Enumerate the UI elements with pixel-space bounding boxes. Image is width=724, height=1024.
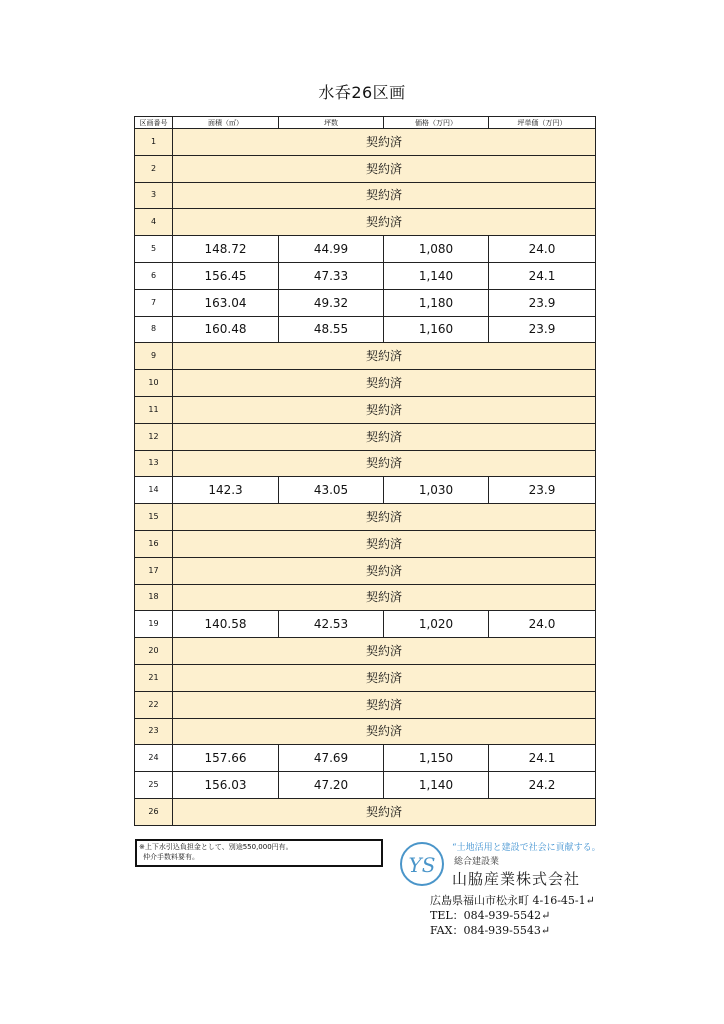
lot-number-cell: 14 <box>135 477 173 504</box>
area-cell: 140.58 <box>173 611 279 638</box>
area-cell: 157.66 <box>173 745 279 772</box>
lot-number-cell: 20 <box>135 638 173 665</box>
contracted-status-cell: 契約済 <box>173 638 596 665</box>
table-row <box>135 182 596 209</box>
tsubo-cell: 48.55 <box>279 316 384 343</box>
lot-number-cell: 19 <box>135 611 173 638</box>
table-row <box>135 638 596 665</box>
table-row <box>135 450 596 477</box>
company-kind: 総合建設業 <box>454 857 500 867</box>
lot-number-cell: 22 <box>135 691 173 718</box>
lot-number-cell: 25 <box>135 772 173 799</box>
lot-number-cell: 5 <box>135 236 173 263</box>
table-row <box>135 155 596 182</box>
lot-number-cell: 18 <box>135 584 173 611</box>
table-row <box>135 691 596 718</box>
header-tsubo: 坪数 <box>279 117 384 129</box>
lot-number-cell: 13 <box>135 450 173 477</box>
lot-number-cell: 8 <box>135 316 173 343</box>
header-unit-price: 坪単価（万円） <box>489 117 596 129</box>
lot-number-cell: 15 <box>135 504 173 531</box>
unit-cell: 24.0 <box>489 611 596 638</box>
lot-table-body <box>135 129 596 826</box>
lot-number-cell: 23 <box>135 718 173 745</box>
table-row <box>135 504 596 531</box>
contracted-status-cell: 契約済 <box>173 450 596 477</box>
table-row <box>135 611 596 638</box>
unit-cell: 24.1 <box>489 745 596 772</box>
lot-number-cell: 12 <box>135 423 173 450</box>
table-row <box>135 530 596 557</box>
svg-text:YS: YS <box>408 853 436 877</box>
company-logo <box>400 842 444 886</box>
area-cell: 148.72 <box>173 236 279 263</box>
table-row <box>135 289 596 316</box>
page-title: 水呑26区画 <box>318 83 406 102</box>
table-row <box>135 236 596 263</box>
unit-cell: 24.2 <box>489 772 596 799</box>
table-row <box>135 343 596 370</box>
tsubo-cell: 42.53 <box>279 611 384 638</box>
header-area: 面積（㎡） <box>173 117 279 129</box>
table-row <box>135 396 596 423</box>
note-line-1: ※上下水引込負担金として、別途550,000円有。 <box>139 843 293 851</box>
contracted-status-cell: 契約済 <box>173 798 596 825</box>
table-row <box>135 370 596 397</box>
lot-number-cell: 9 <box>135 343 173 370</box>
unit-cell: 24.0 <box>489 236 596 263</box>
lot-number-cell: 6 <box>135 262 173 289</box>
tsubo-cell: 44.99 <box>279 236 384 263</box>
table-row <box>135 209 596 236</box>
unit-cell: 23.9 <box>489 289 596 316</box>
contracted-status-cell: 契約済 <box>173 370 596 397</box>
table-row <box>135 557 596 584</box>
price-cell: 1,140 <box>384 772 489 799</box>
area-cell: 142.3 <box>173 477 279 504</box>
tsubo-cell: 43.05 <box>279 477 384 504</box>
table-row <box>135 664 596 691</box>
table-row <box>135 129 596 156</box>
table-row <box>135 772 596 799</box>
tsubo-cell: 47.33 <box>279 262 384 289</box>
contracted-status-cell: 契約済 <box>173 423 596 450</box>
lot-number-cell: 2 <box>135 155 173 182</box>
company-fax: FAX：084-939-5543↵ <box>430 924 551 937</box>
contracted-status-cell: 契約済 <box>173 530 596 557</box>
table-header-row <box>135 117 596 129</box>
contracted-status-cell: 契約済 <box>173 343 596 370</box>
table-row <box>135 477 596 504</box>
company-block <box>398 838 718 938</box>
tsubo-cell: 49.32 <box>279 289 384 316</box>
area-cell: 156.45 <box>173 262 279 289</box>
table-row <box>135 745 596 772</box>
contracted-status-cell: 契約済 <box>173 718 596 745</box>
lot-number-cell: 10 <box>135 370 173 397</box>
lot-number-cell: 11 <box>135 396 173 423</box>
unit-cell: 23.9 <box>489 477 596 504</box>
price-cell: 1,140 <box>384 262 489 289</box>
contracted-status-cell: 契約済 <box>173 504 596 531</box>
company-address: 広島県福山市松永町 4-16-45-1↵ <box>430 894 595 907</box>
lot-number-cell: 7 <box>135 289 173 316</box>
unit-cell: 23.9 <box>489 316 596 343</box>
area-cell: 160.48 <box>173 316 279 343</box>
table-row <box>135 584 596 611</box>
contracted-status-cell: 契約済 <box>173 155 596 182</box>
lot-number-cell: 21 <box>135 664 173 691</box>
price-cell: 1,180 <box>384 289 489 316</box>
price-cell: 1,020 <box>384 611 489 638</box>
contracted-status-cell: 契約済 <box>173 584 596 611</box>
lot-number-cell: 1 <box>135 129 173 156</box>
unit-cell: 24.1 <box>489 262 596 289</box>
table-row <box>135 423 596 450</box>
lot-number-cell: 3 <box>135 182 173 209</box>
price-cell: 1,080 <box>384 236 489 263</box>
tsubo-cell: 47.69 <box>279 745 384 772</box>
table-row <box>135 316 596 343</box>
lot-number-cell: 17 <box>135 557 173 584</box>
contracted-status-cell: 契約済 <box>173 396 596 423</box>
contracted-status-cell: 契約済 <box>173 209 596 236</box>
header-price: 価格（万円） <box>384 117 489 129</box>
lot-table <box>134 116 596 826</box>
company-slogan: “土地活用と建設で社会に貢献する。 <box>452 843 601 853</box>
note-box <box>135 839 383 867</box>
lot-number-cell: 24 <box>135 745 173 772</box>
table-row <box>135 798 596 825</box>
company-tel: TEL：084-939-5542↵ <box>430 909 551 922</box>
lot-number-cell: 26 <box>135 798 173 825</box>
contracted-status-cell: 契約済 <box>173 691 596 718</box>
ys-logo-icon <box>402 844 442 884</box>
area-cell: 156.03 <box>173 772 279 799</box>
price-cell: 1,160 <box>384 316 489 343</box>
table-row <box>135 262 596 289</box>
lot-number-cell: 4 <box>135 209 173 236</box>
tsubo-cell: 47.20 <box>279 772 384 799</box>
price-cell: 1,030 <box>384 477 489 504</box>
table-row <box>135 718 596 745</box>
contracted-status-cell: 契約済 <box>173 664 596 691</box>
contracted-status-cell: 契約済 <box>173 182 596 209</box>
header-lot-number: 区画番号 <box>135 117 173 129</box>
price-cell: 1,150 <box>384 745 489 772</box>
area-cell: 163.04 <box>173 289 279 316</box>
company-name: 山脇産業株式会社 <box>452 870 581 888</box>
contracted-status-cell: 契約済 <box>173 129 596 156</box>
lot-number-cell: 16 <box>135 530 173 557</box>
contracted-status-cell: 契約済 <box>173 557 596 584</box>
note-line-2: 仲介手数料要有。 <box>143 853 199 861</box>
